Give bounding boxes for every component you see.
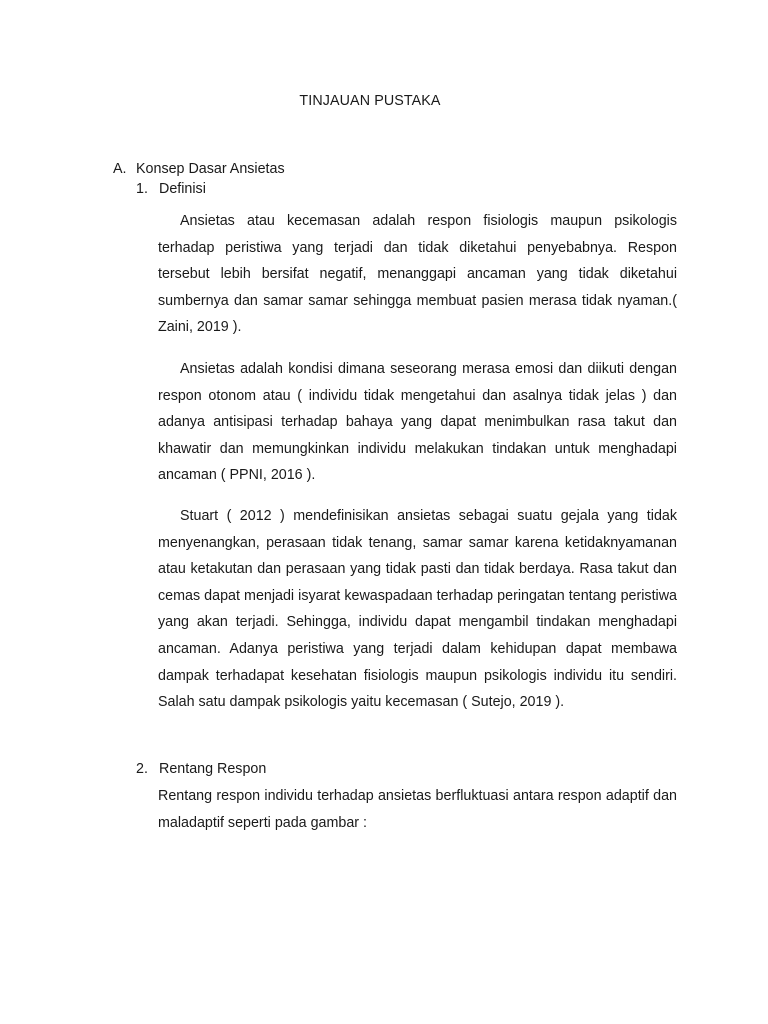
subsection-2-title: Rentang Respon xyxy=(159,761,267,777)
subsection-1-marker: 1. xyxy=(136,181,148,197)
subsection-1-heading xyxy=(136,179,206,199)
section-a-title: Konsep Dasar Ansietas xyxy=(136,161,285,177)
section-a-marker: A. xyxy=(113,161,127,177)
page-title: TINJAUAN PUSTAKA xyxy=(299,93,441,109)
subsection-2-marker: 2. xyxy=(136,761,148,777)
paragraph-definition-3: Stuart ( 2012 ) mendefinisikan ansietas sebagai suatu gejala yang tidak menyenangkan, perasaan tidak tenang, samar samar karena ketidaknyamanan atau ketakutan dan perasaan yang tidak pasti dan tidak berdaya. Rasa takut dan cemas dapat menjadi isyarat kewaspadaan terhadap peringatan tentang peristiwa yang akan terjadi. Sehingga, individu dapat mengambil tindakan menghadapi ancaman. Adanya peristiwa yang terjadi dalam kehidupan dapat membawa dampak terhadapat kesehatan fisiologis maupun psikologis individu itu sendiri. Salah satu dampak psikologis yaitu kecemasan ( Sutejo, 2019 ). xyxy=(158,508,677,711)
paragraph-response-range: Rentang respon individu terhadap ansietas berfluktuasi antara respon adaptif dan maladaptif seperti pada gambar : xyxy=(158,788,677,831)
section-a-heading xyxy=(113,159,285,179)
paragraph-definition-1: Ansietas atau kecemasan adalah respon fisiologis maupun psikologis terhadap peristiwa yang terjadi dan tidak diketahui penyebabnya. Respon tersebut lebih bersifat negatif, menanggapi ancaman yang tidak diketahui sumbernya dan samar samar sehingga membuat pasien merasa tidak nyaman.( Zaini, 2019 ). xyxy=(158,213,677,336)
subsection-1-title: Definisi xyxy=(159,181,206,197)
paragraph-definition-2: Ansietas adalah kondisi dimana seseorang merasa emosi dan diikuti dengan respon otonom atau ( individu tidak mengetahui dan asalnya tidak jelas ) dan adanya antisipasi terhadap bahaya yang dapat menimbulkan rasa takut dan khawatir dan memungkinkan individu melakukan tindakan untuk menghadapi ancaman ( PPNI, 2016 ). xyxy=(158,361,677,484)
subsection-2-heading xyxy=(136,759,266,779)
